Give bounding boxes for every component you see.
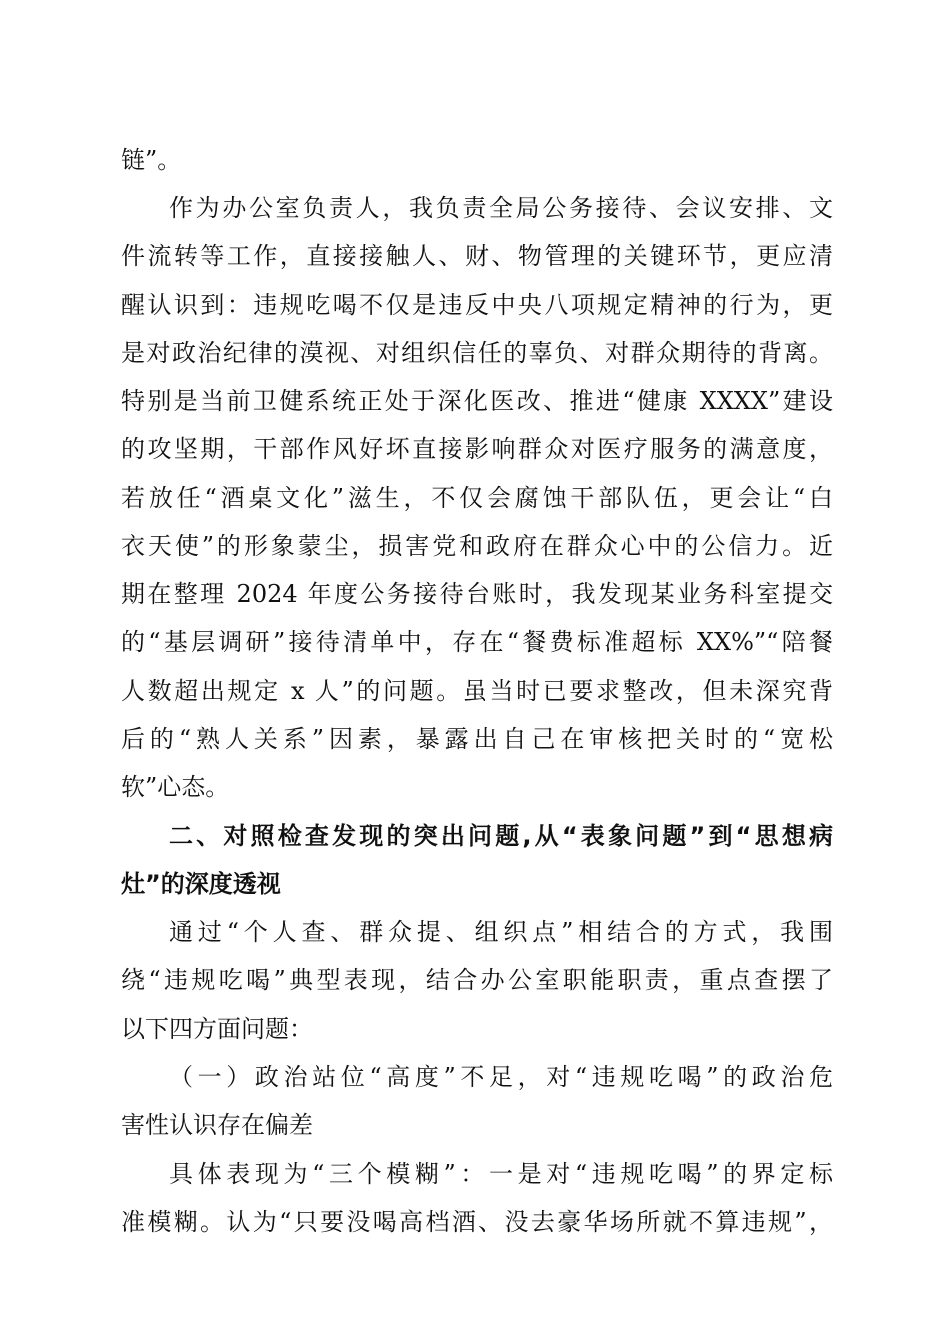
text-line: 准模糊。认为“只要没喝高档酒、没去豪华场所就不算违规”， (121, 1208, 833, 1236)
subsection-heading: （一）政治站位“高度”不足，对“违规吃喝”的政治危 (169, 1063, 833, 1091)
text-line: 是对政治纪律的漠视、对组织信任的辜负、对群众期待的背离。 (121, 339, 833, 367)
text-line: 绕“违规吃喝”典型表现，结合办公室职能职责，重点查摆了 (121, 966, 833, 994)
subsection-heading-continued: 害性认识存在偏差 (121, 1111, 313, 1139)
text-line: 人数超出规定 x 人”的问题。虽当时已要求整改，但未深究背 (121, 677, 833, 705)
text-line: 醒认识到：违规吃喝不仅是违反中央八项规定精神的行为，更 (121, 291, 833, 319)
text-line: 的“基层调研”接待清单中，存在“餐费标准超标 XX%”“陪餐 (121, 628, 833, 656)
text-line: 的攻坚期，干部作风好坏直接影响群众对医疗服务的满意度， (121, 435, 833, 463)
section-heading-continued: 灶”的深度透视 (121, 870, 281, 898)
text-line: 特别是当前卫健系统正处于深化医改、推进“健康 XXXX”建设 (121, 387, 833, 415)
text-line: 链”。 (121, 146, 182, 174)
paragraph-first-line: 通过“个人查、群众提、组织点”相结合的方式，我围 (169, 918, 833, 946)
section-heading: 二、对照检查发现的突出问题,从“表象问题”到“思想病 (169, 822, 833, 850)
text-line: 期在整理 2024 年度公务接待台账时，我发现某业务科室提交 (121, 580, 833, 608)
text-line: 后的“熟人关系”因素，暴露出自己在审核把关时的“宽松 (121, 725, 833, 753)
text-line: 以下四方面问题： (121, 1015, 313, 1043)
paragraph-first-line: 具体表现为“三个模糊”：一是对“违规吃喝”的界定标 (169, 1160, 833, 1188)
text-line: 若放任“酒桌文化”滋生，不仅会腐蚀干部队伍，更会让“白 (121, 484, 833, 512)
text-line: 衣天使”的形象蒙尘，损害党和政府在群众心中的公信力。近 (121, 532, 833, 560)
text-line: 件流转等工作，直接接触人、财、物管理的关键环节，更应清 (121, 242, 833, 270)
text-line: 软”心态。 (121, 773, 230, 801)
paragraph-first-line: 作为办公室负责人，我负责全局公务接待、会议安排、文 (169, 194, 833, 222)
